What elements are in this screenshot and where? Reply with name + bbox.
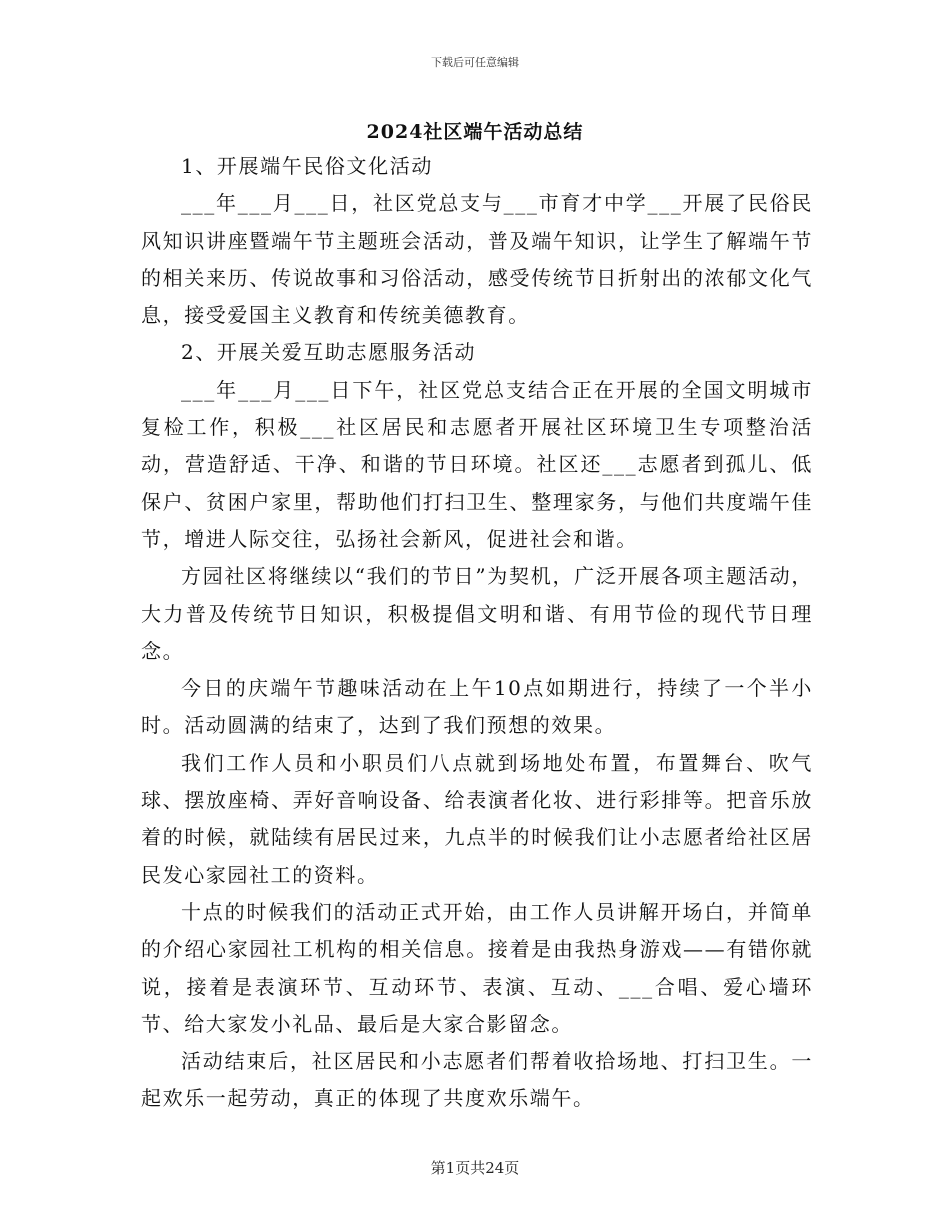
- section-heading-2: 2、开展关爱互助志愿服务活动: [181, 340, 477, 365]
- paragraph-ending: 活动结束后，社区居民和小志愿者们帮着收拾场地、打扫卫生。一起欢乐一起劳动，真正的体现了共度欢乐端午。: [141, 1049, 813, 1111]
- section-heading-1: 1、开展端午民俗文化活动: [181, 154, 433, 178]
- paragraph-volunteer-service: ___年___月___日下午，社区党总支结合正在开展的全国文明城市复检工作，积极___社区居民和志愿者开展社区环境卫生专项整治活动，营造舒适、干净、和谐的节日环境。社区还___志愿者到孤儿、低保户、贫困户家里，帮助他们打扫卫生、整理家务，与他们共度端午佳节，增进人际交往，弘扬社会新风，促进社会和谐。: [141, 377, 813, 551]
- page-number: 第1页共24页: [430, 1159, 520, 1177]
- header-note: 下载后可任意编辑: [431, 56, 519, 69]
- paragraph-event-start: 今日的庆端午节趣味活动在上午10点如期进行，持续了一个半小时。活动圆满的结束了，达到了我们预想的效果。: [141, 676, 813, 738]
- document-title: 2024社区端午活动总结: [366, 121, 584, 143]
- paragraph-community-plan: 方园社区将继续以“我们的节日”为契机，广泛开展各项主题活动，大力普及传统节日知识，积极提倡文明和谐、有用节俭的现代节日理念。: [141, 564, 813, 663]
- document-body: [141, 148, 813, 1118]
- paragraph-preparation: 我们工作人员和小职员们八点就到场地处布置，布置舞台、吹气球、摆放座椅、弄好音响设备、给表演者化妆、进行彩排等。把音乐放着的时候，就陆续有居民过来，九点半的时候我们让小志愿者给社区居民发心家园社工的资料。: [141, 750, 813, 887]
- paragraph-folk-culture: ___年___月___日，社区党总支与___市育才中学___开展了民俗民风知识讲座暨端午节主题班会活动，普及端午知识，让学生了解端午节的相关来历、传说故事和习俗活动，感受传统节日折射出的浓郁文化气息，接受爱国主义教育和传统美德教育。: [141, 191, 813, 328]
- paragraph-program: 十点的时候我们的活动正式开始，由工作人员讲解开场白，并简单的介绍心家园社工机构的相关信息。接着是由我热身游戏——有错你就说，接着是表演环节、互动环节、表演、互动、___合唱、爱心墙环节、给大家发小礼品、最后是大家合影留念。: [141, 899, 813, 1036]
